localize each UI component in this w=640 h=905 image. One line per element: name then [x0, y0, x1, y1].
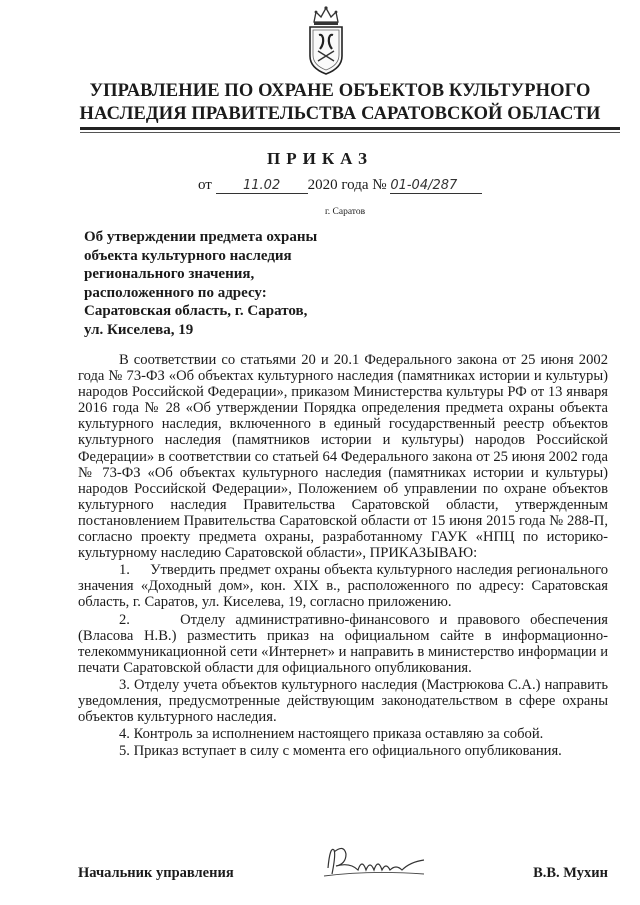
from-label: от — [198, 177, 212, 193]
coat-of-arms-icon — [304, 4, 348, 80]
order-item-2: 2. Отделу административно-финансового и правового обеспечения (Власова Н.В.) разместить приказ на официальном сайте в информационно-телекоммуникационной сети «Интернет» и направить в министерство информации и печати Саратовской области для официального опубликования. — [78, 611, 608, 676]
header-rule-thick — [80, 127, 620, 130]
header-rule-thin — [80, 132, 620, 133]
order-number-field — [390, 178, 482, 194]
signature-image — [320, 840, 430, 886]
subject-line: расположенного по адресу: — [84, 284, 267, 301]
order-body — [78, 352, 608, 759]
org-line-1: УПРАВЛЕНИЕ ПО ОХРАНЕ ОБЪЕКТОВ КУЛЬТУРНОГО — [89, 81, 591, 101]
order-item-4: 4. Контроль за исполнением настоящего приказа оставляю за собой. — [119, 726, 544, 743]
order-date-field — [216, 178, 308, 194]
subject-line: Саратовская область, г. Саратов, — [84, 303, 308, 320]
signatory-name: В.В. Мухин — [533, 865, 608, 881]
order-date-line — [198, 177, 482, 194]
order-item-3: 3. Отделу учета объектов культурного наследия (Мастрюкова С.А.) направить уведомления, предусмотренные действующим законодательством в сфере охраны объектов культурного наследия. — [78, 676, 608, 726]
subject-line: объекта культурного наследия — [84, 247, 292, 264]
signatory-position: Начальник управления — [78, 865, 234, 881]
organization-name — [60, 80, 620, 126]
year-label: 2020 года № — [307, 177, 387, 193]
order-item-5: 5. Приказ вступает в силу с момента его официального опубликования. — [119, 743, 562, 760]
subject-line: Об утверждении предмета охраны — [84, 229, 318, 245]
order-item-1: 1. Утвердить предмет охраны объекта культурного наследия регионального значения «Доходный дом», кон. XIX в., расположенного по адресу: Саратовская область, г. Саратов, ул. Киселева, 19, согласно приложению. — [78, 562, 608, 611]
subject-line: ул. Киселева, 19 — [84, 321, 194, 338]
order-number-handwritten: 01-04/287 — [390, 178, 458, 193]
order-title: ПРИКАЗ — [267, 149, 373, 168]
subject-line: регионального значения, — [84, 266, 255, 283]
city-label: г. Саратов — [324, 207, 366, 217]
preamble-paragraph: В соответствии со статьями 20 и 20.1 Федерального закона от 25 июня 2002 года № 73-ФЗ «Об объектах культурного наследия (памятниках истории и культуры) народов Российской Федерации», приказом Министерства культуры РФ от 13 января 2016 года № 28 «Об утверждении Порядка определения предмета охраны объекта культурного наследия, включенного в единый государственный реестр объектов культурного наследия (памятников истории и культуры) народов Российской Федерации» в соответствии со статьей 64 Федерального закона от 25 июня 2002 года № 73-ФЗ «Об объектах культурного наследия (памятниках истории и культуры) народов Российской Федерации», Положением об управлении по охране объектов культурного наследия Правительства Саратовской области, утвержденным постановлением Правительства Саратовской области от 15 июня 2015 года № 288-П, согласно проекту предмета охраны, разработанному ГАУК «НПЦ по историко-культурному наследию Саратовской области», ПРИКАЗЫВАЮ: — [78, 352, 608, 562]
order-date-handwritten: 11.02 — [243, 178, 281, 193]
org-line-2: НАСЛЕДИЯ ПРАВИТЕЛЬСТВА САРАТОВСКОЙ ОБЛАСТИ — [79, 104, 601, 124]
order-subject — [84, 228, 344, 340]
